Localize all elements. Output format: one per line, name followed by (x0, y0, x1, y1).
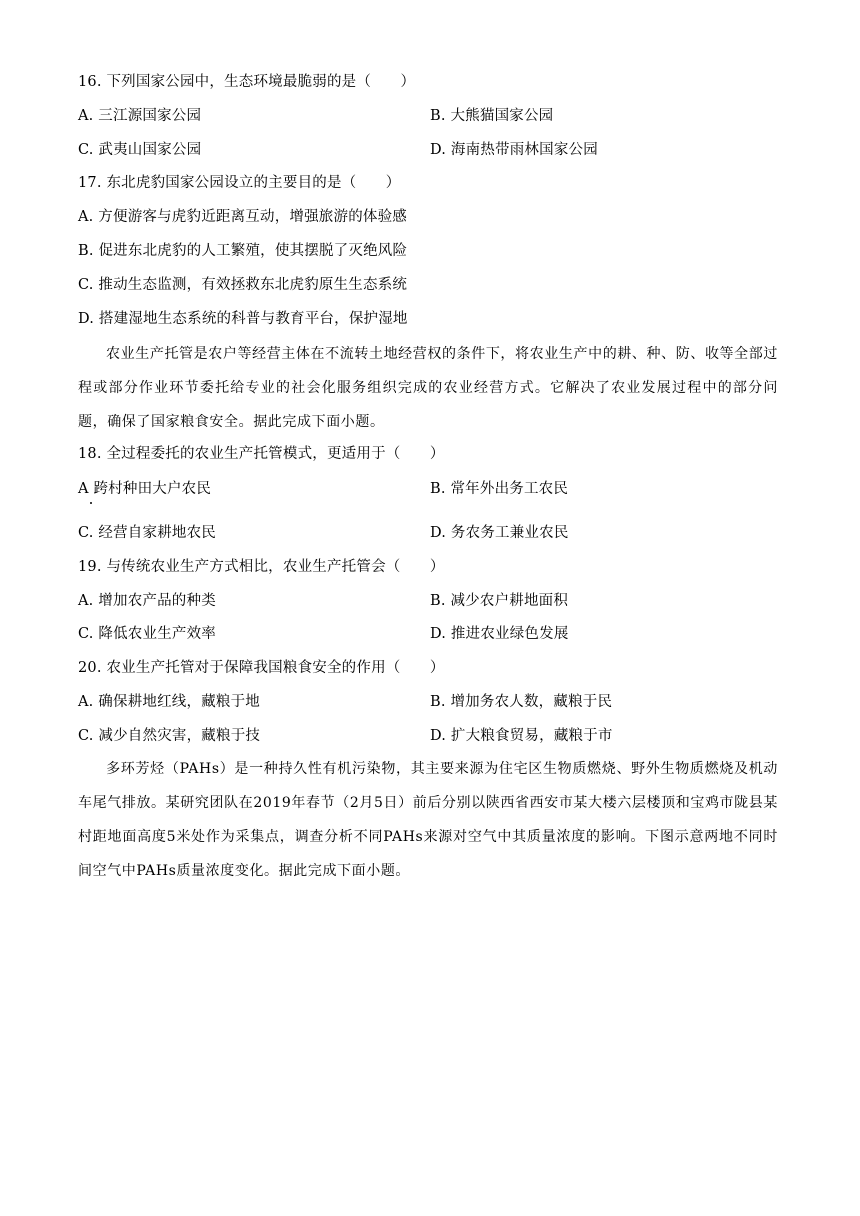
question-20-option-b: B. 增加务农人数，藏粮于民 (430, 694, 613, 710)
question-19-option-b: B. 减少农户耕地面积 (430, 593, 569, 609)
question-17-option-b: B. 促进东北虎豹的人工繁殖，使其摆脱了灭绝风险 (78, 243, 408, 259)
question-17-option-d: D. 搭建湿地生态系统的科普与教育平台，保护湿地 (78, 311, 408, 327)
passage-1-text: 农业生产托管是农户等经营主体在不流转土地经营权的条件下，将农业生产中的耕、种、防、收等全部过程或部分作业环节委托给专业的社会化服务组织完成的农业经营方式。它解决了农业发展过程中的部分问题，确保了国家粮食安全。据此完成下面小题。 (78, 346, 778, 430)
question-20-stem: 20. 农业生产托管对于保障我国粮食安全的作用（ ） (78, 660, 445, 676)
question-17-option-a: A. 方便游客与虎豹近距离互动，增强旅游的体验感 (78, 209, 407, 225)
question-20-option-a: A. 确保耕地红线，藏粮于地 (78, 694, 260, 710)
question-18-stem: 18. 全过程委托的农业生产托管模式，更适用于（ ） (78, 446, 445, 462)
question-20-option-c: C. 减少自然灾害，藏粮于技 (78, 728, 261, 744)
question-16-option-c: C. 武夷山国家公园 (78, 142, 202, 158)
question-19-option-d: D. 推进农业绿色发展 (430, 626, 569, 642)
question-18-option-c: C. 经营自家耕地农民 (78, 525, 216, 541)
question-19-option-a: A. 增加农产品的种类 (78, 593, 216, 609)
question-16-option-a: A. 三江源国家公园 (78, 108, 202, 124)
question-17-option-c: C. 推动生态监测，有效拯救东北虎豹原生生态系统 (78, 277, 408, 293)
passage-pahs-pollution (78, 752, 778, 888)
question-20-option-d: D. 扩大粮食贸易，藏粮于市 (430, 728, 613, 744)
question-19-option-c: C. 降低农业生产效率 (78, 626, 216, 642)
question-17-stem: 17. 东北虎豹国家公园设立的主要目的是（ ） (78, 175, 401, 191)
passage-2-text: 多环芳烃（PAHs）是一种持久性有机污染物，其主要来源为住宅区生物质燃烧、野外生物质燃烧及机动车尾气排放。某研究团队在2019年春节（2月5日）前后分别以陕西省西安市某大楼六层楼顶和宝鸡市陇县某村距地面高度5米处作为采集点，调查分析不同PAHs来源对空气中其质量浓度的影响。下图示意两地不同时间空气中PAHs质量浓度变化。据此完成下面小题。 (78, 761, 778, 879)
question-18-option-b: B. 常年外出务工农民 (430, 481, 569, 497)
passage-agricultural-trusteeship (78, 337, 778, 439)
question-18-option-d: D. 务农务工兼业农民 (430, 525, 569, 541)
ink-dot-mark (90, 502, 92, 504)
question-19-stem: 19. 与传统农业生产方式相比，农业生产托管会（ ） (78, 559, 445, 575)
question-16-stem: 16. 下列国家公园中，生态环境最脆弱的是（ ） (78, 74, 416, 90)
question-18-option-a: A 跨村种田大户农民 (78, 481, 212, 497)
question-16-option-b: B. 大熊猫国家公园 (430, 108, 554, 124)
question-16-option-d: D. 海南热带雨林国家公园 (430, 142, 598, 158)
